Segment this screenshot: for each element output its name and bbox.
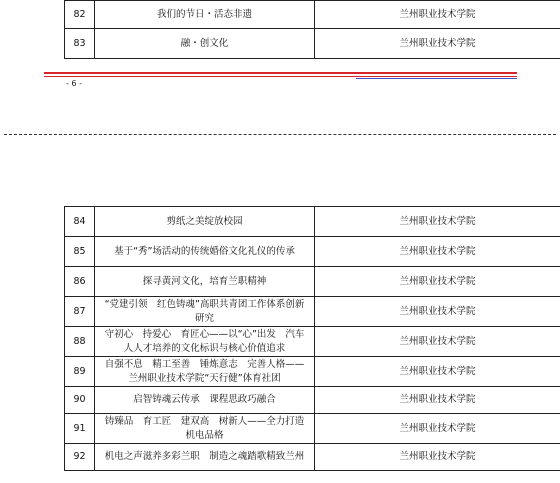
table-row [65, 414, 560, 444]
row-number: 82 [65, 1, 95, 29]
table-row [65, 237, 560, 267]
school-name: 兰州职业技术学院 [315, 444, 560, 471]
table-row [65, 357, 560, 387]
project-title: 探寻黄河文化，培育兰职精神 [95, 267, 315, 297]
school-name: 兰州职业技术学院 [315, 267, 560, 297]
page-break-divider [4, 134, 556, 135]
row-number: 91 [65, 414, 95, 444]
table-row [65, 29, 560, 59]
school-name: 兰州职业技术学院 [315, 357, 560, 387]
row-number: 85 [65, 237, 95, 267]
school-name: 兰州职业技术学院 [315, 297, 560, 327]
row-number: 86 [65, 267, 95, 297]
project-title: 自强不息 精工至善 锤炼意志 完善人格——兰州职业技术学院“天行健”体育社团 [95, 357, 315, 387]
table-row [65, 1, 560, 29]
school-name: 兰州职业技术学院 [315, 237, 560, 267]
table-row [65, 297, 560, 327]
table-row [65, 207, 560, 237]
school-name: 兰州职业技术学院 [315, 387, 560, 414]
project-title: 我们的节日・活态非遗 [95, 1, 315, 29]
project-title: 机电之声滋养多彩兰职 制造之魂踏歌精致兰州 [95, 444, 315, 471]
school-name: 兰州职业技术学院 [315, 207, 560, 237]
footer-red-rule [44, 72, 517, 74]
footer-blue-mark [356, 78, 517, 79]
school-name: 兰州职业技术学院 [315, 1, 560, 29]
row-number: 89 [65, 357, 95, 387]
school-name: 兰州职业技术学院 [315, 414, 560, 444]
table-continued-bottom [64, 206, 560, 471]
table-row [65, 327, 560, 357]
row-number: 83 [65, 29, 95, 59]
project-title: “党建引领 红色铸魂”高职共青团工作体系创新研究 [95, 297, 315, 327]
footer-red-rule-thin [44, 76, 517, 77]
project-title: 启智铸魂云传承 课程思政巧融合 [95, 387, 315, 414]
project-title: 融・创文化 [95, 29, 315, 59]
row-number: 92 [65, 444, 95, 471]
project-title: 铸臻品 育工匠 建双高 树新人——全力打造机电品格 [95, 414, 315, 444]
row-number: 87 [65, 297, 95, 327]
project-title: 剪纸之美绽放校园 [95, 207, 315, 237]
row-number: 84 [65, 207, 95, 237]
school-name: 兰州职业技术学院 [315, 29, 560, 59]
project-title: 守初心 持爱心 育匠心——以“心”出发 汽车人人才培养的文化标识与核心价值追求 [95, 327, 315, 357]
table-row [65, 387, 560, 414]
row-number: 88 [65, 327, 95, 357]
project-title: 基于“秀”场活动的传统婚俗文化礼仪的传承 [95, 237, 315, 267]
table-row [65, 267, 560, 297]
page-number: - 6 - [66, 79, 82, 88]
row-number: 90 [65, 387, 95, 414]
table-row [65, 444, 560, 471]
school-name: 兰州职业技术学院 [315, 327, 560, 357]
table-continued-top [64, 0, 560, 59]
